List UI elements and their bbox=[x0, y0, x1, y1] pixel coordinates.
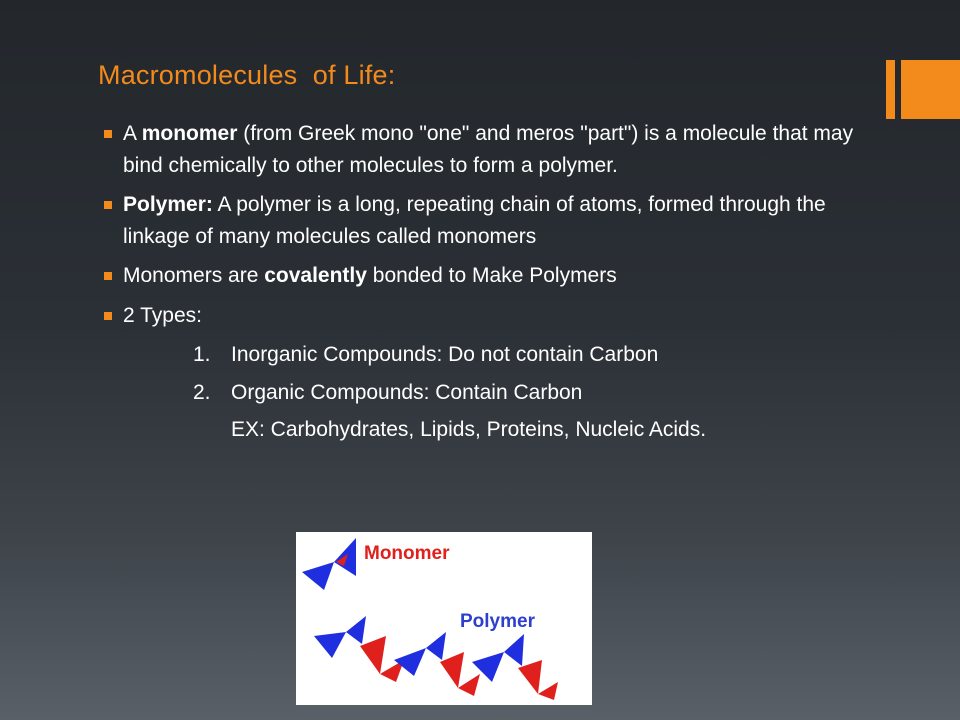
bullet-marker bbox=[104, 201, 112, 209]
type-text: Organic Compounds: Contain Carbon bbox=[231, 380, 583, 404]
polymer-unit-blue bbox=[504, 634, 524, 666]
polymer-unit-blue bbox=[426, 632, 446, 660]
monomer-unit bbox=[302, 538, 356, 590]
type-item-1 bbox=[104, 339, 874, 371]
polymer-unit-blue bbox=[346, 616, 366, 644]
polymer-unit-red bbox=[538, 682, 558, 700]
bullet-polymer: Polymer: A polymer is a long, repeating chain of atoms, formed through the linkage of many molecules called monomers bbox=[104, 189, 874, 252]
slide-content bbox=[104, 118, 874, 446]
bullet-types: 2 Types: bbox=[104, 300, 874, 332]
polymer-unit-red bbox=[360, 636, 386, 674]
polymer-label: Polymer bbox=[460, 611, 535, 632]
monomer-blue-triangle bbox=[302, 562, 334, 590]
type-number: 2. bbox=[193, 380, 211, 404]
polymer-unit-red bbox=[458, 674, 480, 696]
examples-line: EX: Carbohydrates, Lipids, Proteins, Nucleic Acids. bbox=[231, 418, 707, 441]
bold-term: monomer bbox=[141, 122, 238, 145]
bullet-monomer: A monomer (from Greek mono "one" and meros "part") is a molecule that may bind chemically to other molecules to form a polymer. bbox=[104, 118, 874, 181]
bold-term: covalently bbox=[264, 264, 367, 287]
type-number: 1. bbox=[193, 343, 211, 366]
accent-bar-thin bbox=[886, 60, 895, 119]
polymer-unit-blue bbox=[314, 632, 346, 658]
slide-title: Macromolecules of Life: bbox=[98, 60, 396, 90]
type-text: Inorganic Compounds: Do not contain Carbon bbox=[231, 343, 659, 366]
bullet-covalent: Monomers are covalently bonded to Make Polymers bbox=[104, 260, 874, 292]
polymer-unit-red bbox=[440, 652, 464, 688]
bullet-marker bbox=[104, 312, 112, 320]
bullet-marker bbox=[104, 272, 112, 280]
type-item-2 bbox=[104, 377, 874, 409]
monomer-polymer-diagram bbox=[296, 532, 592, 705]
monomer-polymer-figure bbox=[296, 532, 592, 705]
bold-term: Polymer: bbox=[123, 193, 213, 216]
accent-bar-thick bbox=[901, 60, 960, 119]
bullet-marker bbox=[104, 130, 112, 138]
monomer-label: Monomer bbox=[364, 543, 450, 564]
